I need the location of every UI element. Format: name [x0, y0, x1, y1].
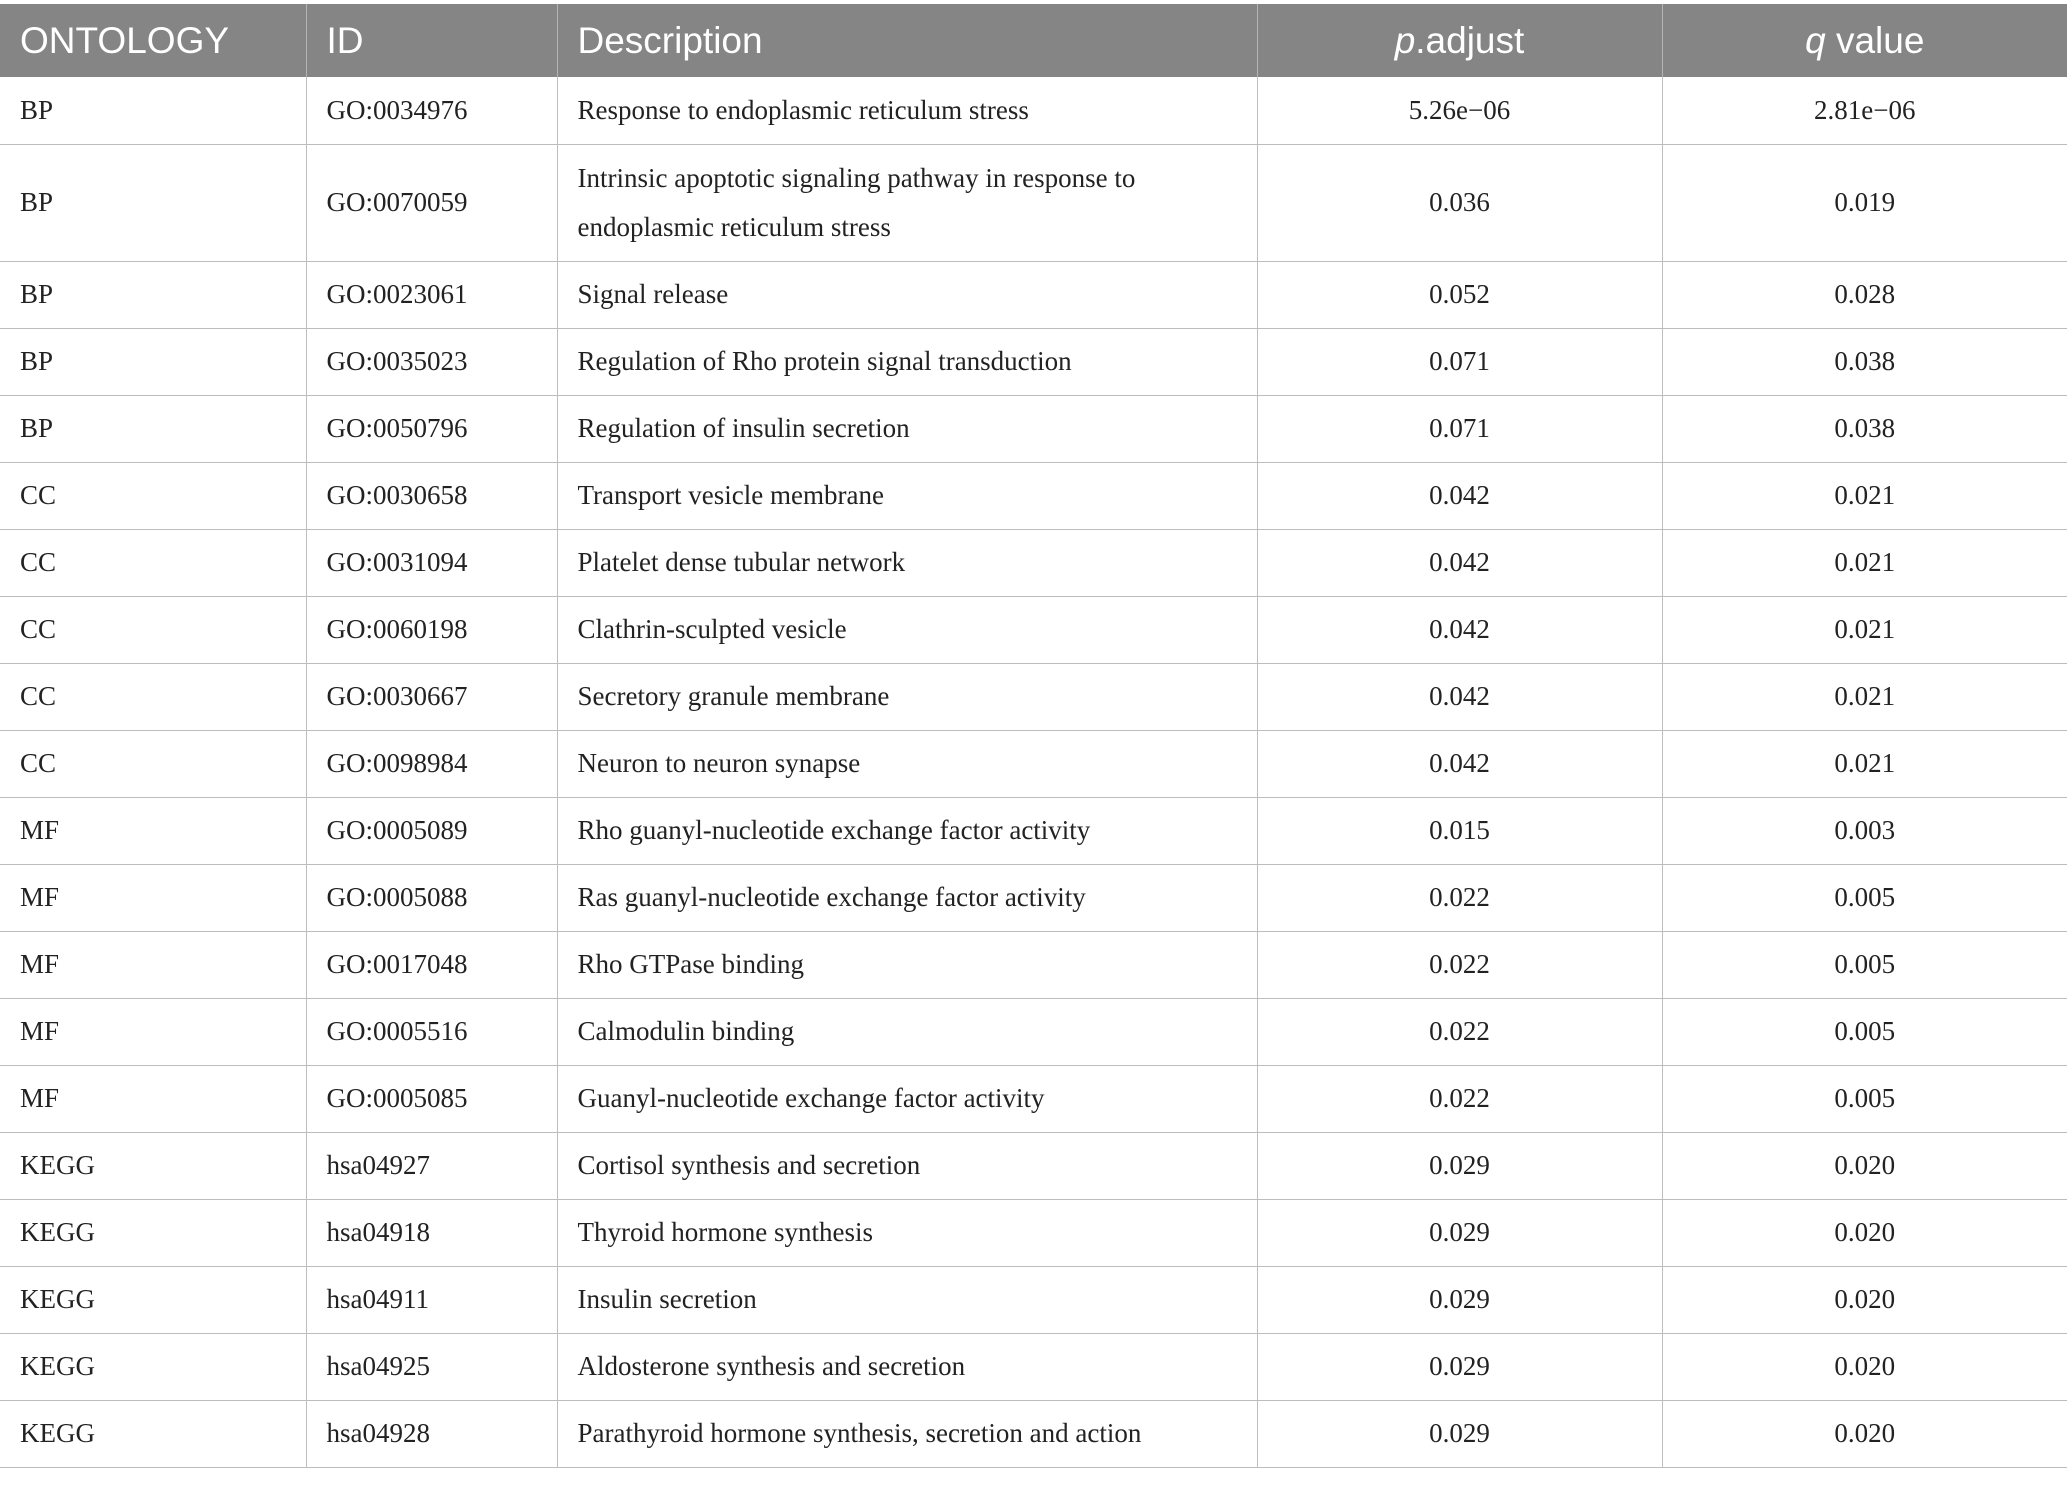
table-row [0, 864, 2067, 931]
table-row [0, 797, 2067, 864]
cell-q-value: 0.038 [1662, 395, 2067, 462]
cell-q-value: 0.005 [1662, 864, 2067, 931]
cell-ontology: KEGG [0, 1400, 306, 1467]
cell-q-value: 0.019 [1662, 144, 2067, 261]
cell-ontology: BP [0, 77, 306, 144]
cell-q-value: 0.021 [1662, 529, 2067, 596]
cell-p-adjust: 0.015 [1257, 797, 1662, 864]
enrichment-table-container [0, 4, 2067, 1468]
table-row [0, 1266, 2067, 1333]
cell-p-adjust: 0.071 [1257, 395, 1662, 462]
cell-id: GO:0070059 [306, 144, 557, 261]
cell-ontology: CC [0, 462, 306, 529]
cell-q-value: 0.005 [1662, 998, 2067, 1065]
cell-p-adjust: 0.022 [1257, 931, 1662, 998]
table-row [0, 931, 2067, 998]
header-id: ID [306, 4, 557, 77]
cell-q-value: 0.021 [1662, 462, 2067, 529]
cell-description: Clathrin-sculpted vesicle [557, 596, 1257, 663]
cell-p-adjust: 0.029 [1257, 1333, 1662, 1400]
cell-description: Response to endoplasmic reticulum stress [557, 77, 1257, 144]
enrichment-table [0, 4, 2067, 1468]
cell-description: Secretory granule membrane [557, 663, 1257, 730]
cell-p-adjust: 0.029 [1257, 1132, 1662, 1199]
cell-id: GO:0017048 [306, 931, 557, 998]
cell-ontology: CC [0, 596, 306, 663]
cell-description: Regulation of Rho protein signal transduction [557, 328, 1257, 395]
table-row [0, 395, 2067, 462]
header-q-value-rest: value [1825, 19, 1925, 61]
cell-id: hsa04911 [306, 1266, 557, 1333]
cell-ontology: MF [0, 1065, 306, 1132]
header-description: Description [557, 4, 1257, 77]
cell-p-adjust: 0.022 [1257, 864, 1662, 931]
cell-ontology: MF [0, 797, 306, 864]
table-row [0, 730, 2067, 797]
table-row [0, 1333, 2067, 1400]
cell-p-adjust: 0.042 [1257, 596, 1662, 663]
table-row [0, 261, 2067, 328]
cell-ontology: BP [0, 395, 306, 462]
cell-description: Rho guanyl-nucleotide exchange factor activity [557, 797, 1257, 864]
cell-description: Ras guanyl-nucleotide exchange factor activity [557, 864, 1257, 931]
cell-description: Regulation of insulin secretion [557, 395, 1257, 462]
cell-q-value: 0.020 [1662, 1333, 2067, 1400]
cell-q-value: 0.020 [1662, 1266, 2067, 1333]
cell-q-value: 0.005 [1662, 1065, 2067, 1132]
cell-ontology: KEGG [0, 1132, 306, 1199]
table-row [0, 77, 2067, 144]
cell-id: hsa04918 [306, 1199, 557, 1266]
cell-ontology: MF [0, 998, 306, 1065]
cell-ontology: BP [0, 144, 306, 261]
cell-p-adjust: 5.26e−06 [1257, 77, 1662, 144]
cell-q-value: 0.021 [1662, 730, 2067, 797]
cell-description: Thyroid hormone synthesis [557, 1199, 1257, 1266]
cell-id: GO:0030658 [306, 462, 557, 529]
cell-q-value: 0.005 [1662, 931, 2067, 998]
header-q-value [1662, 4, 2067, 77]
header-p-adjust [1257, 4, 1662, 77]
table-row [0, 144, 2067, 261]
cell-id: GO:0005088 [306, 864, 557, 931]
cell-ontology: CC [0, 663, 306, 730]
cell-description: Neuron to neuron synapse [557, 730, 1257, 797]
cell-id: hsa04927 [306, 1132, 557, 1199]
cell-id: hsa04925 [306, 1333, 557, 1400]
header-p-adjust-rest: .adjust [1415, 19, 1525, 61]
cell-p-adjust: 0.071 [1257, 328, 1662, 395]
cell-id: GO:0023061 [306, 261, 557, 328]
table-row [0, 462, 2067, 529]
cell-q-value: 2.81e−06 [1662, 77, 2067, 144]
table-row [0, 529, 2067, 596]
cell-description: Guanyl-nucleotide exchange factor activity [557, 1065, 1257, 1132]
cell-description: Aldosterone synthesis and secretion [557, 1333, 1257, 1400]
cell-description: Signal release [557, 261, 1257, 328]
cell-description: Intrinsic apoptotic signaling pathway in response to endoplasmic reticulum stress [557, 144, 1257, 261]
header-ontology: ONTOLOGY [0, 4, 306, 77]
cell-p-adjust: 0.042 [1257, 529, 1662, 596]
header-p-adjust-italic: p [1394, 19, 1416, 61]
table-row [0, 596, 2067, 663]
cell-description: Rho GTPase binding [557, 931, 1257, 998]
table-row [0, 998, 2067, 1065]
table-row [0, 1132, 2067, 1199]
cell-ontology: KEGG [0, 1266, 306, 1333]
cell-id: GO:0005085 [306, 1065, 557, 1132]
cell-ontology: KEGG [0, 1199, 306, 1266]
cell-id: GO:0035023 [306, 328, 557, 395]
table-body [0, 77, 2067, 1467]
cell-q-value: 0.020 [1662, 1400, 2067, 1467]
cell-ontology: MF [0, 864, 306, 931]
cell-ontology: KEGG [0, 1333, 306, 1400]
cell-ontology: BP [0, 261, 306, 328]
cell-description: Parathyroid hormone synthesis, secretion and action [557, 1400, 1257, 1467]
cell-ontology: MF [0, 931, 306, 998]
cell-p-adjust: 0.042 [1257, 462, 1662, 529]
cell-q-value: 0.028 [1662, 261, 2067, 328]
table-row [0, 328, 2067, 395]
cell-p-adjust: 0.052 [1257, 261, 1662, 328]
cell-description: Transport vesicle membrane [557, 462, 1257, 529]
cell-q-value: 0.021 [1662, 663, 2067, 730]
cell-description: Insulin secretion [557, 1266, 1257, 1333]
cell-p-adjust: 0.029 [1257, 1266, 1662, 1333]
cell-id: GO:0005089 [306, 797, 557, 864]
cell-p-adjust: 0.029 [1257, 1199, 1662, 1266]
table-row [0, 1400, 2067, 1467]
cell-q-value: 0.003 [1662, 797, 2067, 864]
cell-p-adjust: 0.036 [1257, 144, 1662, 261]
cell-ontology: CC [0, 529, 306, 596]
cell-p-adjust: 0.022 [1257, 1065, 1662, 1132]
cell-p-adjust: 0.042 [1257, 730, 1662, 797]
table-row [0, 1199, 2067, 1266]
cell-q-value: 0.020 [1662, 1132, 2067, 1199]
cell-id: GO:0060198 [306, 596, 557, 663]
cell-id: GO:0098984 [306, 730, 557, 797]
cell-description: Cortisol synthesis and secretion [557, 1132, 1257, 1199]
table-row [0, 663, 2067, 730]
cell-p-adjust: 0.029 [1257, 1400, 1662, 1467]
cell-ontology: BP [0, 328, 306, 395]
cell-p-adjust: 0.042 [1257, 663, 1662, 730]
cell-id: GO:0030667 [306, 663, 557, 730]
cell-p-adjust: 0.022 [1257, 998, 1662, 1065]
cell-id: GO:0031094 [306, 529, 557, 596]
cell-id: hsa04928 [306, 1400, 557, 1467]
cell-description: Calmodulin binding [557, 998, 1257, 1065]
header-row [0, 4, 2067, 77]
cell-description: Platelet dense tubular network [557, 529, 1257, 596]
cell-id: GO:0005516 [306, 998, 557, 1065]
cell-ontology: CC [0, 730, 306, 797]
cell-q-value: 0.038 [1662, 328, 2067, 395]
table-header [0, 4, 2067, 77]
table-row [0, 1065, 2067, 1132]
cell-id: GO:0050796 [306, 395, 557, 462]
cell-q-value: 0.020 [1662, 1199, 2067, 1266]
cell-q-value: 0.021 [1662, 596, 2067, 663]
cell-id: GO:0034976 [306, 77, 557, 144]
header-q-value-italic: q [1805, 19, 1826, 61]
